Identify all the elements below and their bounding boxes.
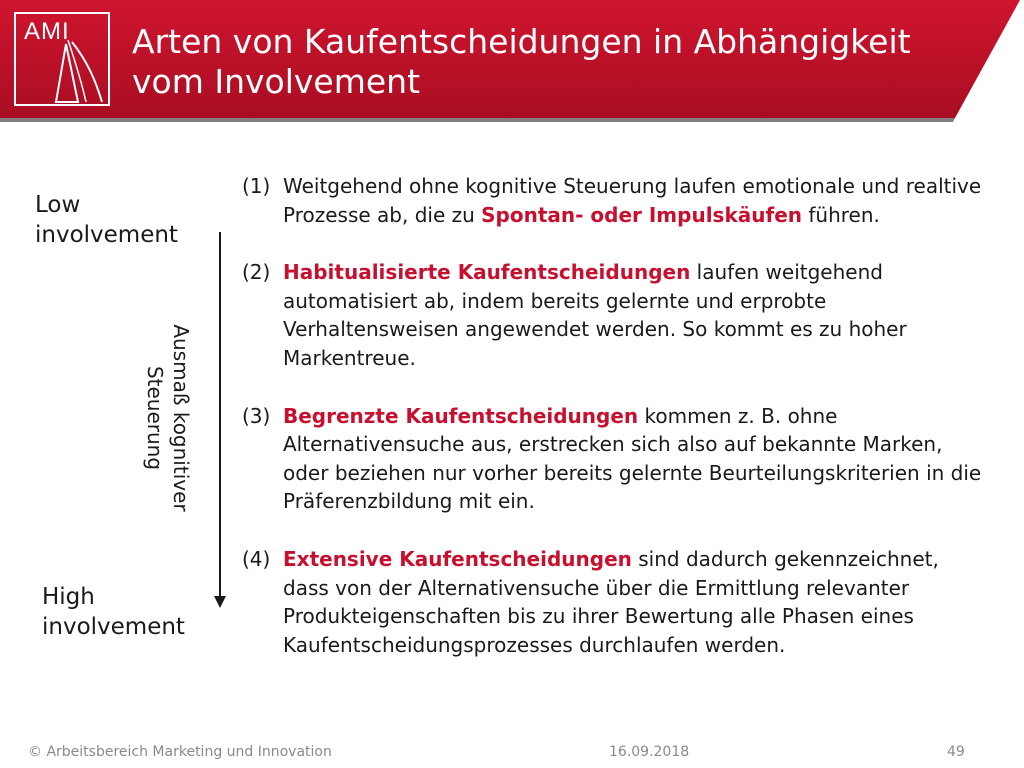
footer-date: 16.09.2018 [609, 744, 690, 760]
list-item [242, 545, 982, 659]
logo-text: AMI [24, 18, 70, 45]
item-highlight: Habitualisierte Kaufentscheidungen [283, 260, 691, 285]
item-text-post: laufen weitgehend automatisiert ab, indem bereits gelernte und erprobte Verhaltensweisen angewendet werden. So kommt es zu hoher Markentreue. [283, 260, 907, 370]
high-involvement-label: High involvement [42, 584, 185, 640]
list-item [242, 258, 982, 372]
axis-vertical-label: Ausmaß kognitiver Steuerung [143, 324, 193, 512]
page-title: Arten von Kaufentscheidungen in Abhängigkeit vom Involvement [132, 22, 911, 101]
decision-types-list [242, 172, 982, 688]
item-number: (3) [242, 403, 271, 428]
item-number: (2) [242, 260, 271, 285]
item-highlight: Begrenzte Kaufentscheidungen [283, 403, 639, 428]
item-number: (4) [242, 546, 271, 571]
item-text-post: führen. [802, 202, 880, 227]
item-text: Weitgehend ohne kognitive Steuerung laufen emotionale und realtive Prozesse ab, die zu [283, 174, 982, 227]
footer-copyright: © Arbeitsbereich Marketing und Innovation [28, 744, 332, 760]
item-highlight: Extensive Kaufentscheidungen [283, 546, 632, 571]
list-item [242, 172, 982, 229]
list-item [242, 402, 982, 516]
footer-page-number: 49 [947, 744, 965, 760]
low-involvement-label: Low involvement [35, 192, 178, 248]
item-text-post: kommen z. B. ohne Alternativensuche aus, erstrecken sich also auf bekannte Marken, oder beziehen nur vorher bereits gelernte Beurteilungskriterien in die Präferenzbildung mit ein. [283, 403, 982, 514]
involvement-axis [0, 0, 260, 640]
item-highlight: Spontan- oder Impulskäufen [481, 202, 802, 227]
item-text-post: sind dadurch gekennzeichnet, dass von der Alternativensuche über die Ermittlung relevanter Produkteigenschaften bis zu ihrer Bewertung alle Phasen eines Kaufentscheidungsprozesses durchlaufen werden. [283, 546, 939, 657]
item-number: (1) [242, 174, 271, 198]
